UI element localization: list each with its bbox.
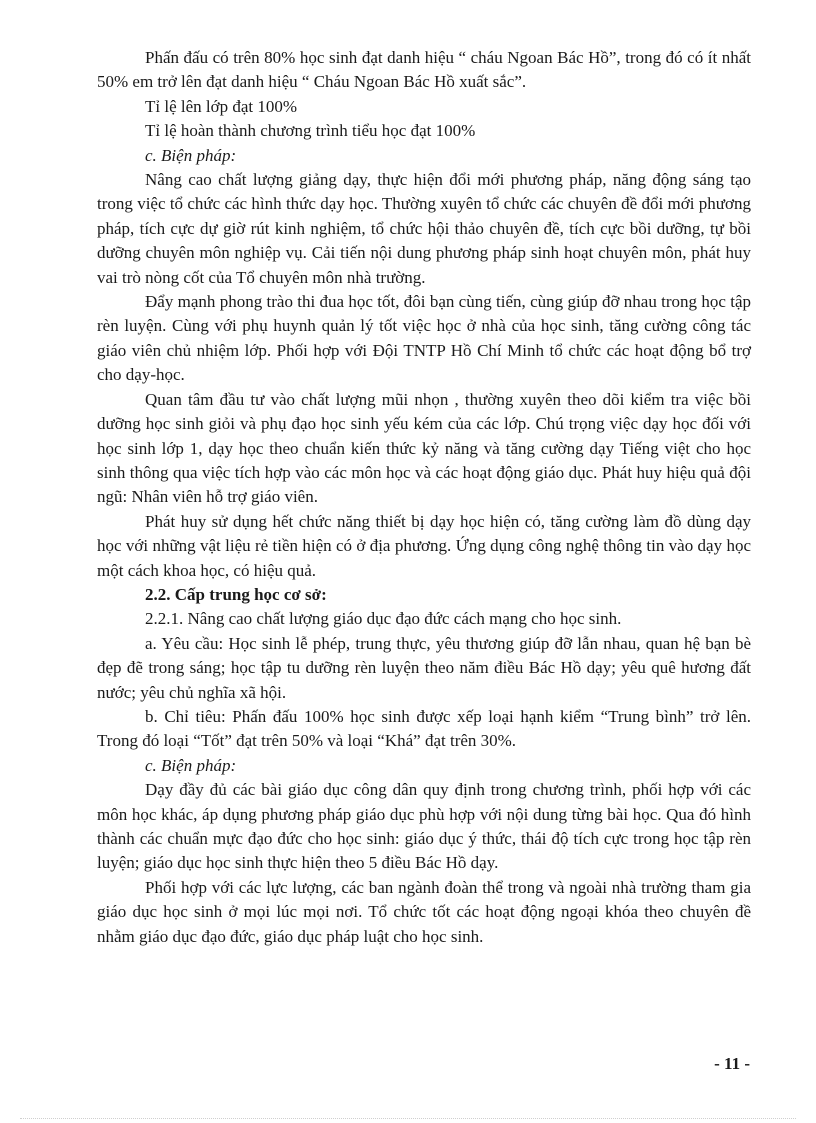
paragraph: Quan tâm đầu tư vào chất lượng mũi nhọn , thường xuyên theo dõi kiểm tra việc bồi dưỡng học sinh giỏi và phụ đạo học sinh yếu kém của các lớp. Chú trọng việc dạy học đối với học sinh lớp 1, dạy học theo chuẩn kiến thức kỷ năng và tăng cường dạy Tiếng việt cho học sinh thông qua việc tích hợp vào các môn học và các hoạt động giáo dục. Phát huy hiệu quả đội ngũ: Nhân viên hỗ trợ giáo viên. <box>97 389 751 507</box>
paragraph: Tỉ lệ hoàn thành chương trình tiểu học đạt 100% <box>145 121 476 141</box>
section-heading: 2.2. Cấp trung học cơ sở: <box>145 584 327 604</box>
paragraph: Phát huy sử dụng hết chức năng thiết bị dạy học hiện có, tăng cường làm đồ dùng dạy học với những vật liệu rẻ tiền hiện có ở địa phương. Ứng dụng công nghệ thông tin vào dạy học một cách khoa học, có hiệu quả. <box>97 511 751 580</box>
footer-divider <box>20 1118 796 1119</box>
paragraph: Dạy đầy đủ các bài giáo dục công dân quy định trong chương trình, phối hợp với các môn học khác, áp dụng phương pháp giáo dục phù hợp với nội dung từng bài học. Qua đó hình thành các chuẩn mực đạo đức cho học sinh: giáo dục ý thức, thái độ tích cực trong học tập rèn luyện; giáo dục học sinh thực hiện theo 5 điều Bác Hồ dạy. <box>97 780 751 873</box>
paragraph: Phấn đấu có trên 80% học sinh đạt danh hiệu “ cháu Ngoan Bác Hồ”, trong đó có ít nhất 50% em trở lên đạt danh hiệu “ Cháu Ngoan Bác Hồ xuất sắc”. <box>97 48 751 92</box>
paragraph: 2.2.1. Nâng cao chất lượng giáo dục đạo đức cách mạng cho học sinh. <box>145 609 622 629</box>
paragraph: a. Yêu cầu: Học sinh lễ phép, trung thực, yêu thương giúp đỡ lẫn nhau, quan hệ bạn bè đẹp đẽ trong sáng; học tập tu dưỡng rèn luyện theo năm điều Bác Hồ dạy; yêu quê hương đất nước; yêu chủ nghĩa xã hội. <box>97 633 751 702</box>
paragraph: b. Chỉ tiêu: Phấn đấu 100% học sinh được xếp loại hạnh kiểm “Trung bình” trở lên. Trong đó loại “Tốt” đạt trên 50% và loại “Khá” đạt trên 30%. <box>97 706 751 751</box>
paragraph: Tỉ lệ lên lớp đạt 100% <box>145 96 298 116</box>
paragraph: Nâng cao chất lượng giảng dạy, thực hiện đổi mới phương pháp, năng động sáng tạo trong việc tổ chức các hình thức dạy học. Thường xuyên tổ chức các chuyên đề đổi mới phương pháp, tích cực dự giờ rút kinh nghiệm, tổ chức hội thảo chuyên đề, tích cực bồi dưỡng, tự bồi dưỡng chuyên môn nghiệp vụ. Cải tiến nội dung phương pháp sinh hoạt chuyên môn, phát huy vai trò nòng cốt của Tổ chuyên môn nhà trường. <box>97 170 751 287</box>
subheading: c. Biện pháp: <box>145 755 237 775</box>
page-number: - 11 - <box>714 1054 750 1073</box>
paragraph: Phối hợp với các lực lượng, các ban ngành đoàn thể trong và ngoài nhà trường tham gia giáo dục học sinh ở mọi lúc mọi nơi. Tổ chức tốt các hoạt động ngoại khóa theo chuyên đề nhằm giáo dục đạo đức, giáo dục pháp luật cho học sinh. <box>97 877 751 946</box>
subheading: c. Biện pháp: <box>145 145 237 165</box>
page-body <box>97 46 751 949</box>
paragraph: Đẩy mạnh phong trào thi đua học tốt, đôi bạn cùng tiến, cùng giúp đỡ nhau trong học tập rèn luyện. Cùng với phụ huynh quản lý tốt việc học ở nhà của học sinh, tăng cường công tác giáo viên chủ nhiệm lớp. Phối hợp với Đội TNTP Hồ Chí Minh tổ chức các hoạt động bổ trợ cho dạy-học. <box>97 292 751 385</box>
